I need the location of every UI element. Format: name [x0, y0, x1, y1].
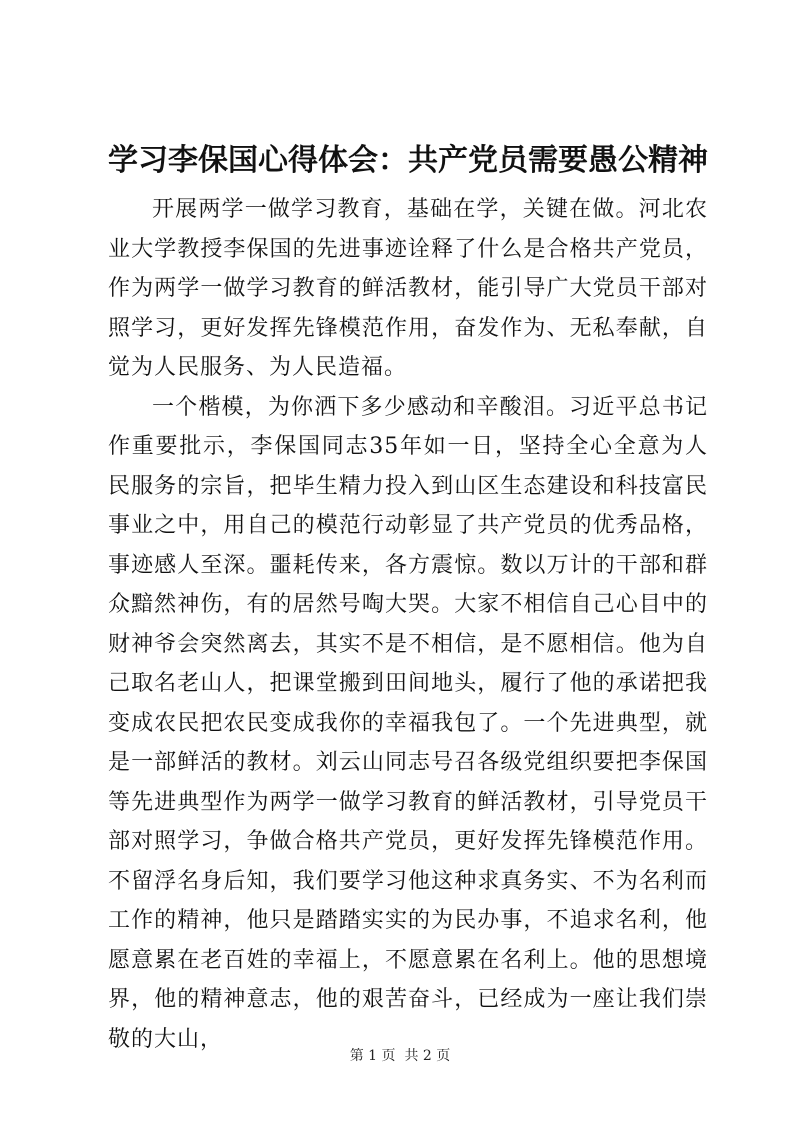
page-number-label: 第 1 页 共 2 页 — [349, 1048, 451, 1064]
document-title: 学习李保国心得体会：共产党员需要愚公精神 — [108, 143, 708, 178]
paragraph-role-model: 一个楷模，为你洒下多少感动和辛酸泪。习近平总书记作重要批示，李保国同志35年如一日，坚持全心全意为人民服务的宗旨，把毕生精力投入到山区生态建设和科技富民事业之中，用自己的模范行动彰显了共产党员的优秀品格，事迹感人至深。噩耗传来，各方震惊。数以万计的干部和群众黯然神伤，有的居然号啕大哭。大家不相信自己心目中的财神爷会突然离去，其实不是不相信，是不愿相信。他为自己取名老山人，把课堂搬到田间地头，履行了他的承诺把我变成农民把农民变成我你的幸福我包了。一个先进典型，就是一部鲜活的教材。刘云山同志号召各级党组织要把李保国等先进典型作为两学一做学习教育的鲜活教材，引导党员干部对照学习，争做合格共产党员，更好发挥先锋模范作用。不留浮名身后知，我们要学习他这种求真务实、不为名利而工作的精神，他只是踏踏实实的为民办事，不追求名利，他愿意累在老百姓的幸福上，不愿意累在名利上。他的思想境界，他的精神意志，他的艰苦奋斗，已经成为一座让我们崇敬的大山， — [108, 394, 708, 1052]
document-body — [108, 190, 708, 1059]
page-footer — [0, 1046, 800, 1066]
paragraph-intro: 开展两学一做学习教育，基础在学，关键在做。河北农业大学教授李保国的先进事迹诠释了什么是合格共产党员，作为两学一做学习教育的鲜活教材，能引导广大党员干部对照学习，更好发挥先锋模范作用，奋发作为、无私奉献，自觉为人民服务、为人民造福。 — [108, 197, 708, 380]
